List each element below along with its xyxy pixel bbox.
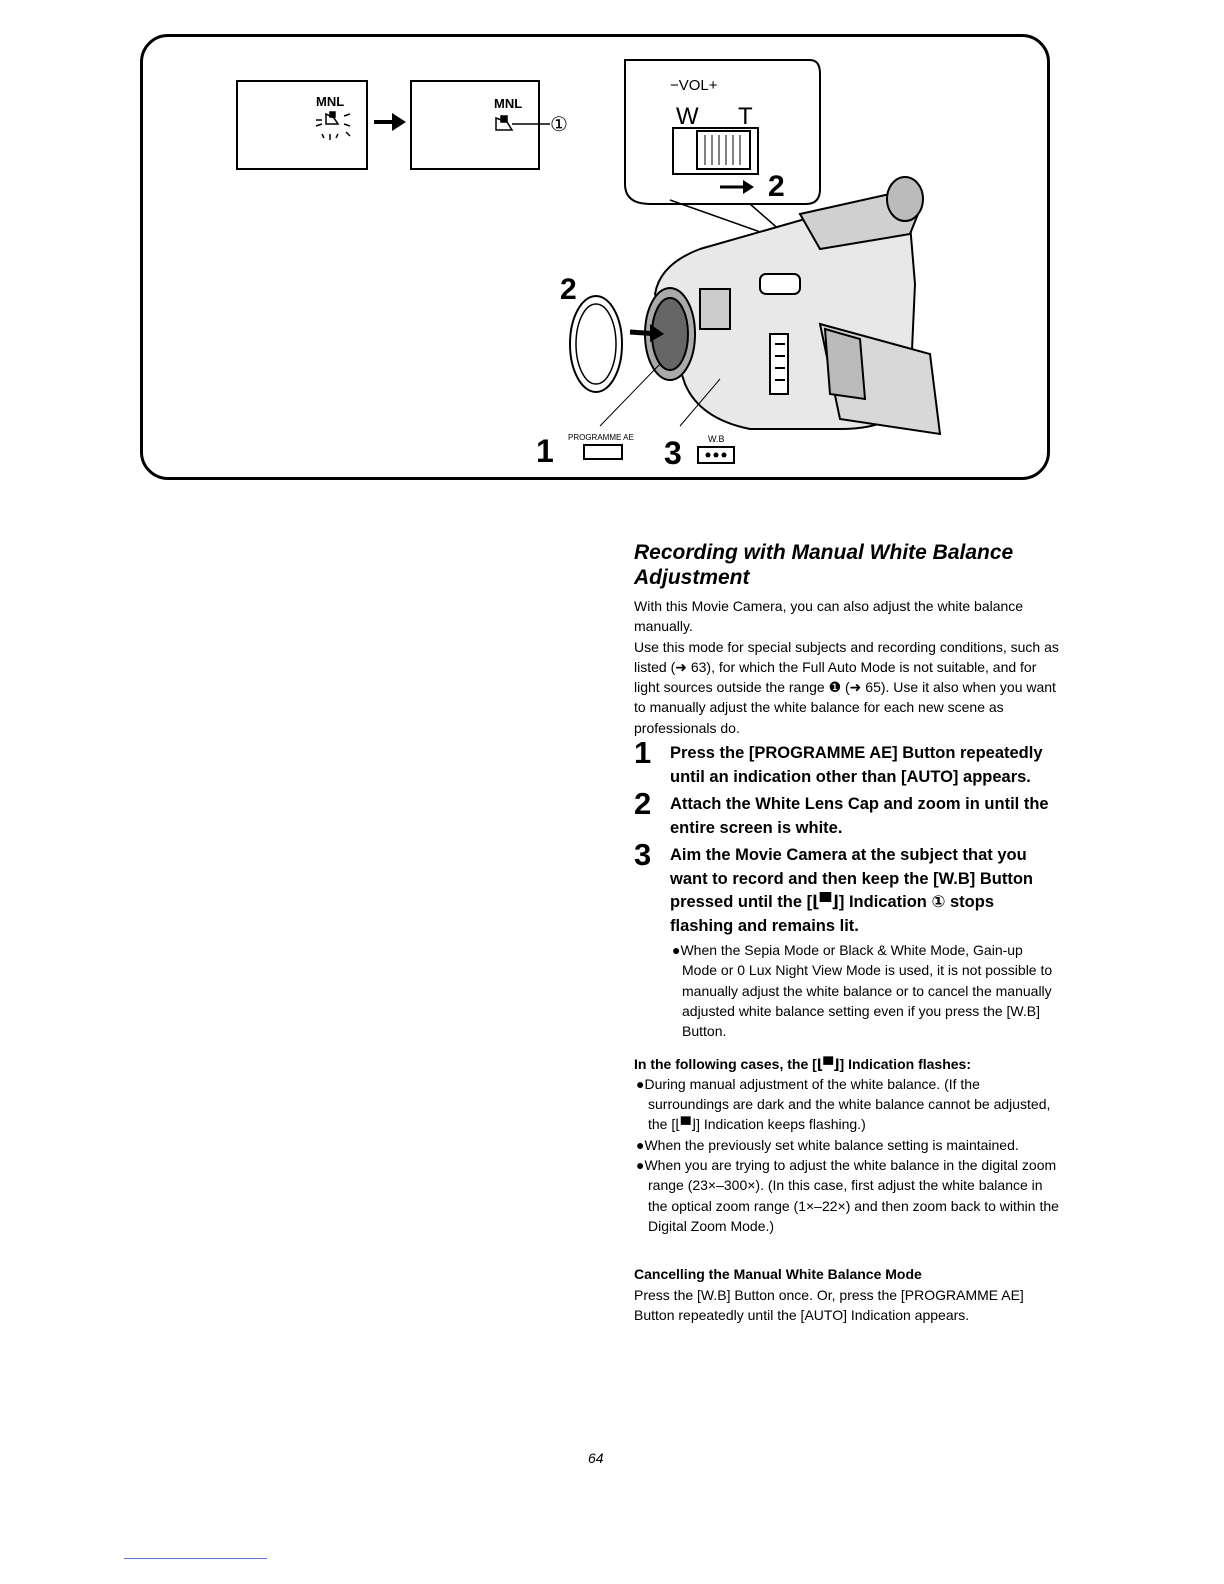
step-1 — [634, 735, 1059, 789]
step-3-number: 3 — [634, 837, 652, 873]
zoom-w-label: W — [676, 103, 699, 130]
programme-ae-label: PROGRAMME AE — [568, 433, 634, 442]
wb-button-label: W.B — [708, 434, 725, 444]
step-2-zoom-label: 2 — [768, 170, 785, 203]
zoom-vol-label: −VOL+ — [670, 77, 718, 94]
lcd-display-lit — [411, 81, 539, 169]
lcd-right-mnl-label: MNL — [494, 96, 523, 111]
programme-ae-button-icon — [584, 445, 622, 459]
camera-illustration — [140, 34, 1050, 480]
camcorder-icon — [645, 177, 940, 434]
flash-case-item: ●During manual adjustment of the white balance. (If the surroundings are dark and the white balance cannot be adjusted, the [⌊▀⌋] Indication keeps flashing.) — [636, 1075, 1051, 1133]
wb-button-icon — [698, 447, 734, 463]
wb-flashing-icon — [316, 112, 350, 140]
footer-rule — [124, 1558, 267, 1559]
lcd-left-mnl-label: MNL — [316, 94, 345, 109]
page-number: 64 — [588, 1450, 604, 1466]
step-2 — [634, 786, 1059, 840]
step-3-label: 3 — [664, 435, 682, 471]
step-3-text: Aim the Movie Camera at the subject that you want to record and then keep the [W.B] Button pressed until the [⌊▀⌋] Indication ① stops flashing and remains lit. — [670, 846, 1033, 935]
intro-paragraph-2: Use this mode for special subjects and recording conditions, such as listed (➜ 63), for which the Full Auto Mode is not suitable, and for light sources outside the range ❶ (➜ 65). Use it also when you want to manually adjust the white balance for each new scene as professionals do. — [634, 638, 1059, 736]
flash-cases-heading: In the following cases, the [⌊▀⌋] Indication flashes: — [634, 1055, 971, 1072]
intro-paragraph-1: With this Movie Camera, you can also adjust the white balance manually. — [634, 598, 1024, 635]
flash-case-item: ●When you are trying to adjust the white balance in the digital zoom range (23×–300×). (In this case, first adjust the white balance in the optical zoom range (1×–22×) and then zoom back to within the Digital Zoom Mode.) — [636, 1157, 1059, 1234]
flash-case-item: ●When the previously set white balance setting is maintained. — [636, 1136, 1019, 1153]
white-lens-cap-icon — [570, 296, 622, 392]
step-2-text: Attach the White Lens Cap and zoom in until the entire screen is white. — [670, 795, 1049, 837]
step-1-number: 1 — [634, 735, 652, 771]
step-2-number: 2 — [634, 786, 652, 822]
cancel-paragraph: Press the [W.B] Button once. Or, press the [PROGRAMME AE] Button repeatedly until the [AUTO] Indication appears. — [634, 1286, 1024, 1323]
transition-arrow-icon — [374, 113, 406, 131]
section-title: Recording with Manual White Balance Adjustment — [634, 541, 1014, 589]
instruction-column — [634, 540, 1059, 1325]
step-3 — [634, 837, 1059, 938]
wb-lit-icon — [496, 116, 512, 130]
zoom-t-label: T — [738, 103, 753, 130]
callout-ref-1: ① — [550, 112, 568, 136]
cancel-heading: Cancelling the Manual White Balance Mode — [634, 1266, 922, 1283]
step-1-text: Press the [PROGRAMME AE] Button repeatedly until an indication other than [AUTO] appears. — [670, 744, 1043, 786]
step-2-cap-label: 2 — [560, 273, 577, 306]
step-3-note: ●When the Sepia Mode or Black & White Mode, Gain-up Mode or 0 Lux Night View Mode is used, it is not possible to manually adjust the white balance or to cancel the manually adjusted white balance setting even if you press the [W.B] Button. — [672, 942, 1053, 1040]
step-1-label: 1 — [536, 433, 554, 469]
zoom-lever-icon — [697, 131, 750, 169]
